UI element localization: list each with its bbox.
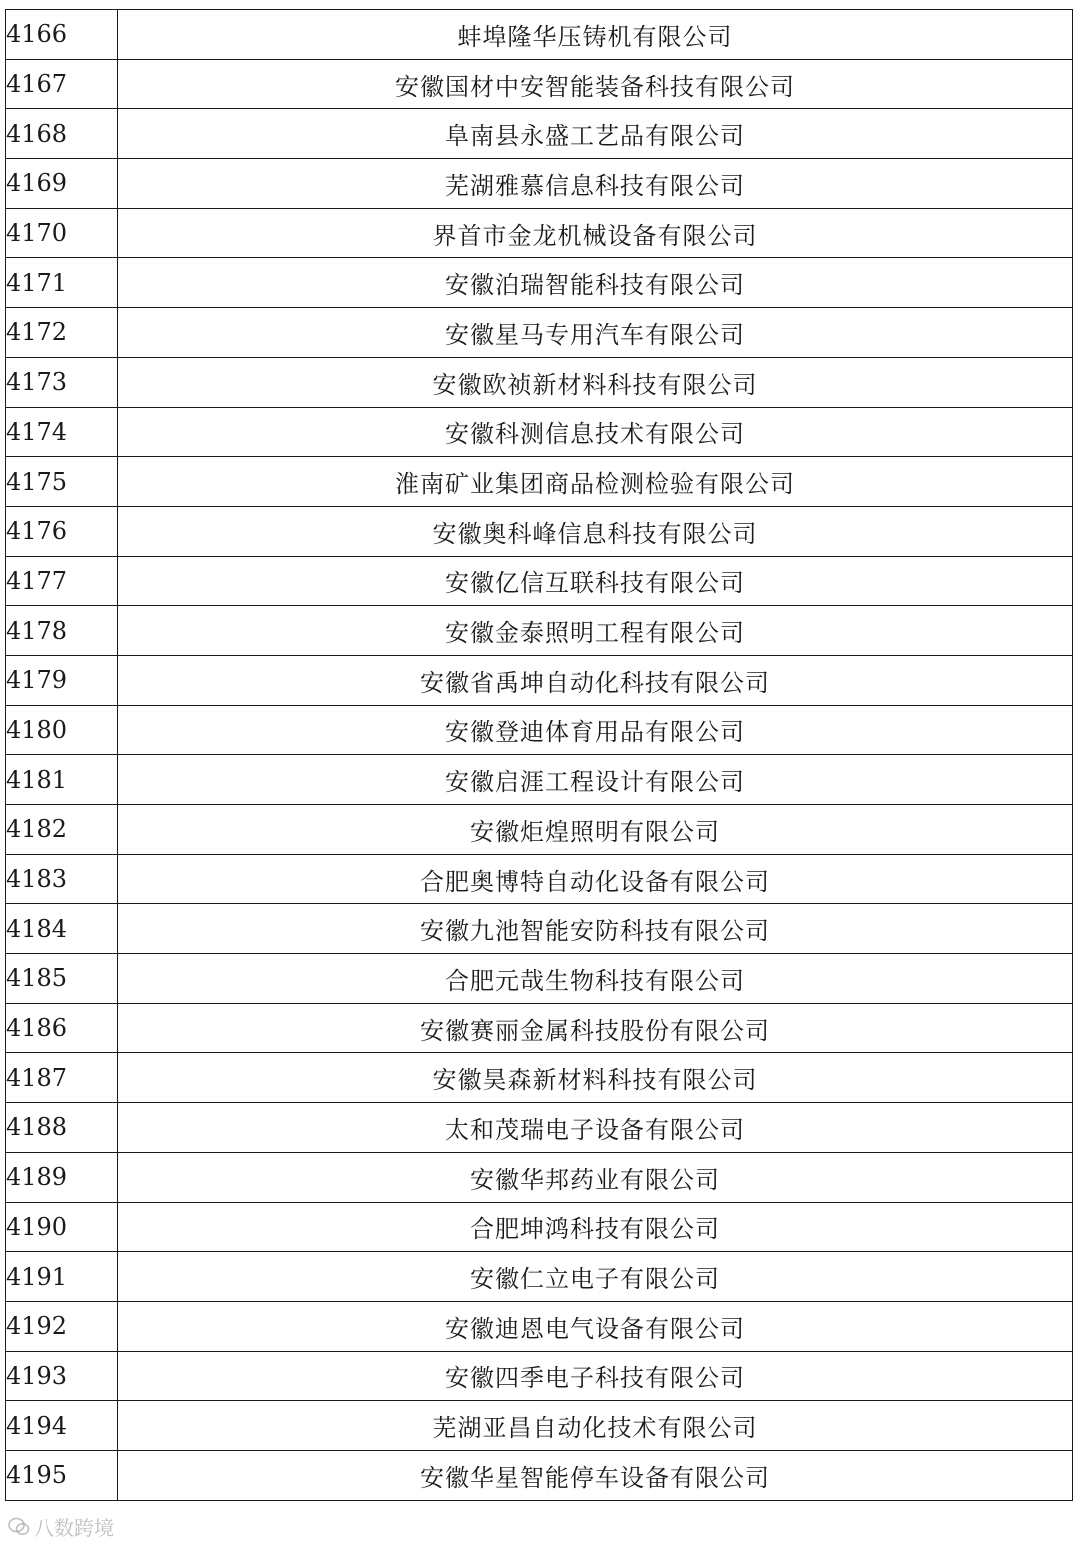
company-name: 芜湖亚昌自动化技术有限公司 bbox=[118, 1401, 1073, 1451]
company-name: 合肥元哉生物科技有限公司 bbox=[118, 954, 1073, 1004]
table-row bbox=[6, 854, 1073, 904]
company-name: 芜湖雅慕信息科技有限公司 bbox=[118, 159, 1073, 209]
table-row bbox=[6, 1351, 1073, 1401]
table-row bbox=[6, 506, 1073, 556]
table-row bbox=[6, 1103, 1073, 1153]
row-number: 4195 bbox=[6, 1450, 118, 1500]
company-name: 安徽赛丽金属科技股份有限公司 bbox=[118, 1003, 1073, 1053]
row-number: 4184 bbox=[6, 904, 118, 954]
company-list-table bbox=[5, 9, 1073, 1501]
company-name: 合肥坤鸿科技有限公司 bbox=[118, 1202, 1073, 1252]
table-row bbox=[6, 655, 1073, 705]
company-name: 安徽省禹坤自动化科技有限公司 bbox=[118, 655, 1073, 705]
table-row bbox=[6, 208, 1073, 258]
table-body bbox=[6, 10, 1073, 1501]
table-row bbox=[6, 10, 1073, 60]
company-name: 安徽亿信互联科技有限公司 bbox=[118, 556, 1073, 606]
table-row bbox=[6, 705, 1073, 755]
company-name: 安徽欧祯新材料科技有限公司 bbox=[118, 357, 1073, 407]
table-row bbox=[6, 308, 1073, 358]
company-name: 安徽启涯工程设计有限公司 bbox=[118, 755, 1073, 805]
row-number: 4175 bbox=[6, 457, 118, 507]
row-number: 4170 bbox=[6, 208, 118, 258]
company-name: 合肥奥博特自动化设备有限公司 bbox=[118, 854, 1073, 904]
row-number: 4171 bbox=[6, 258, 118, 308]
table-row bbox=[6, 805, 1073, 855]
table-row bbox=[6, 755, 1073, 805]
table-row bbox=[6, 606, 1073, 656]
company-name: 安徽仁立电子有限公司 bbox=[118, 1252, 1073, 1302]
company-name: 蚌埠隆华压铸机有限公司 bbox=[118, 10, 1073, 60]
row-number: 4169 bbox=[6, 159, 118, 209]
row-number: 4192 bbox=[6, 1301, 118, 1351]
table-row bbox=[6, 357, 1073, 407]
table-row bbox=[6, 1450, 1073, 1500]
table-row bbox=[6, 457, 1073, 507]
company-name: 安徽金泰照明工程有限公司 bbox=[118, 606, 1073, 656]
table-row bbox=[6, 59, 1073, 109]
table-row bbox=[6, 1301, 1073, 1351]
wechat-logo-icon bbox=[8, 1517, 30, 1537]
row-number: 4190 bbox=[6, 1202, 118, 1252]
company-name: 安徽四季电子科技有限公司 bbox=[118, 1351, 1073, 1401]
company-name: 阜南县永盛工艺品有限公司 bbox=[118, 109, 1073, 159]
table-row bbox=[6, 407, 1073, 457]
table-row bbox=[6, 109, 1073, 159]
table-row bbox=[6, 904, 1073, 954]
row-number: 4173 bbox=[6, 357, 118, 407]
row-number: 4177 bbox=[6, 556, 118, 606]
company-name: 安徽九池智能安防科技有限公司 bbox=[118, 904, 1073, 954]
company-name: 安徽华邦药业有限公司 bbox=[118, 1152, 1073, 1202]
company-name: 安徽科测信息技术有限公司 bbox=[118, 407, 1073, 457]
watermark bbox=[8, 1512, 114, 1541]
row-number: 4182 bbox=[6, 805, 118, 855]
table-row bbox=[6, 1053, 1073, 1103]
row-number: 4176 bbox=[6, 506, 118, 556]
row-number: 4188 bbox=[6, 1103, 118, 1153]
table-row bbox=[6, 258, 1073, 308]
row-number: 4194 bbox=[6, 1401, 118, 1451]
row-number: 4179 bbox=[6, 655, 118, 705]
row-number: 4187 bbox=[6, 1053, 118, 1103]
table-row bbox=[6, 1202, 1073, 1252]
company-name: 安徽国材中安智能装备科技有限公司 bbox=[118, 59, 1073, 109]
row-number: 4174 bbox=[6, 407, 118, 457]
company-name: 安徽炬煌照明有限公司 bbox=[118, 805, 1073, 855]
company-name: 安徽泊瑞智能科技有限公司 bbox=[118, 258, 1073, 308]
table-row bbox=[6, 1152, 1073, 1202]
company-name: 安徽华星智能停车设备有限公司 bbox=[118, 1450, 1073, 1500]
row-number: 4189 bbox=[6, 1152, 118, 1202]
row-number: 4172 bbox=[6, 308, 118, 358]
company-name: 安徽奥科峰信息科技有限公司 bbox=[118, 506, 1073, 556]
company-name: 安徽登迪体育用品有限公司 bbox=[118, 705, 1073, 755]
row-number: 4178 bbox=[6, 606, 118, 656]
row-number: 4186 bbox=[6, 1003, 118, 1053]
table-row bbox=[6, 556, 1073, 606]
watermark-text: 八数跨境 bbox=[34, 1516, 114, 1540]
row-number: 4166 bbox=[6, 10, 118, 60]
table-row bbox=[6, 1003, 1073, 1053]
table-row bbox=[6, 159, 1073, 209]
row-number: 4180 bbox=[6, 705, 118, 755]
company-name: 淮南矿业集团商品检测检验有限公司 bbox=[118, 457, 1073, 507]
row-number: 4181 bbox=[6, 755, 118, 805]
table-row bbox=[6, 954, 1073, 1004]
table-row bbox=[6, 1401, 1073, 1451]
row-number: 4168 bbox=[6, 109, 118, 159]
row-number: 4167 bbox=[6, 59, 118, 109]
row-number: 4185 bbox=[6, 954, 118, 1004]
row-number: 4191 bbox=[6, 1252, 118, 1302]
company-name: 安徽迪恩电气设备有限公司 bbox=[118, 1301, 1073, 1351]
table-row bbox=[6, 1252, 1073, 1302]
row-number: 4193 bbox=[6, 1351, 118, 1401]
company-name: 界首市金龙机械设备有限公司 bbox=[118, 208, 1073, 258]
company-name: 太和茂瑞电子设备有限公司 bbox=[118, 1103, 1073, 1153]
row-number: 4183 bbox=[6, 854, 118, 904]
company-name: 安徽昊森新材料科技有限公司 bbox=[118, 1053, 1073, 1103]
company-name: 安徽星马专用汽车有限公司 bbox=[118, 308, 1073, 358]
